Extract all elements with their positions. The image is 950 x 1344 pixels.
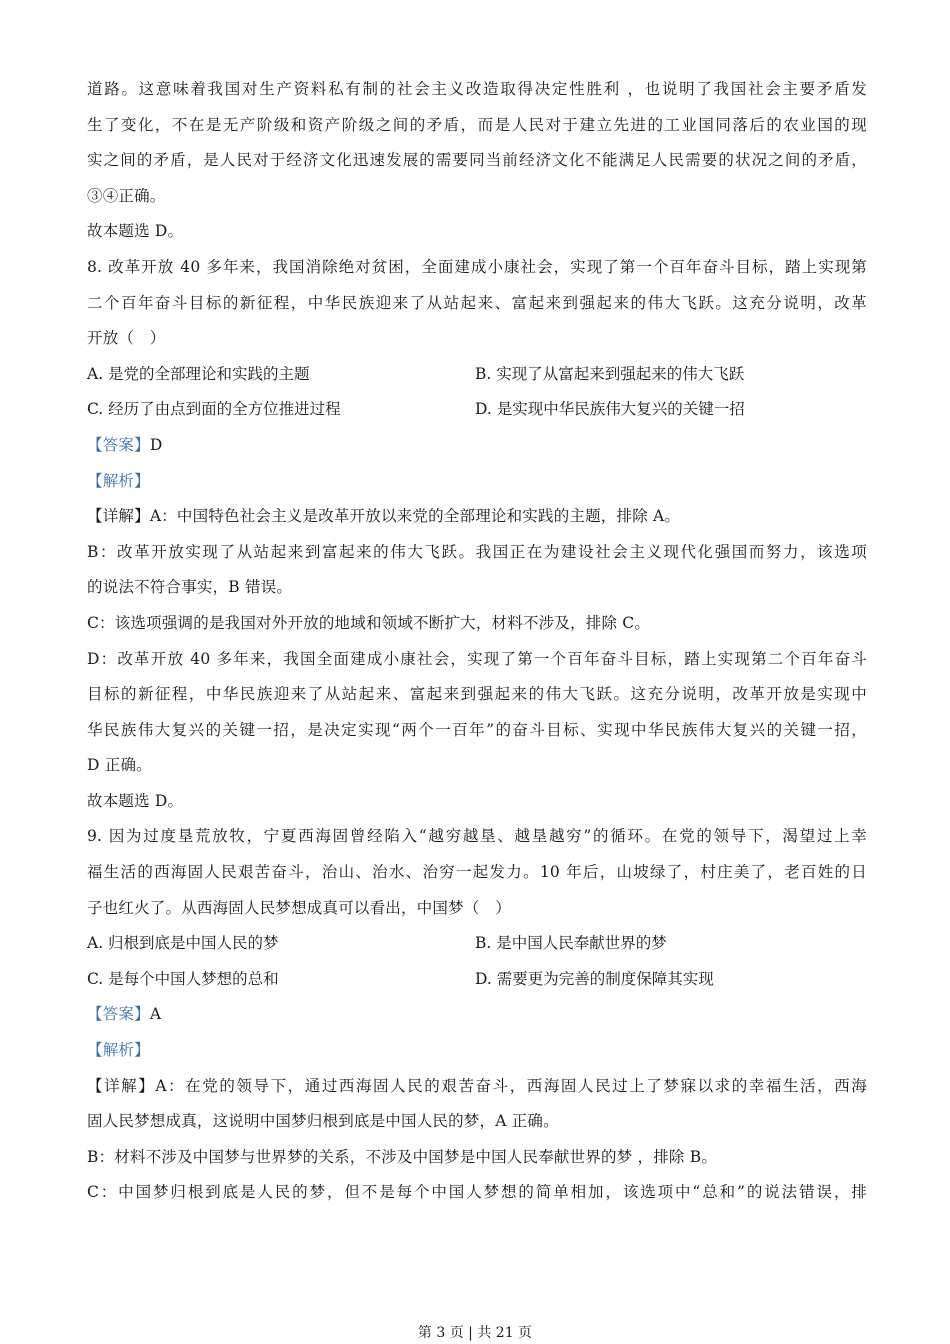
option-d: D. 是实现中华民族伟大复兴的关键一招: [475, 400, 745, 419]
analysis-label: 【解析】: [87, 1041, 150, 1060]
question-stem-line: 9. 因为过度垦荒放牧，宁夏西海固曾经陷入“越穷越垦、越垦越穷”的循环。在党的领导下，渴望过上幸: [87, 827, 867, 846]
option-a: A. 是党的全部理论和实践的主题: [87, 364, 310, 383]
detail-text-line: D：改革开放 40 多年来，我国全面建成小康社会，实现了第一个百年奋斗目标，踏上实现第二个百年奋斗: [87, 649, 867, 668]
analysis-line: [87, 464, 867, 500]
answer-value: A: [149, 1005, 162, 1024]
detail-text: A：在党的领导下，通过西海固人民的艰苦奋斗，西海固人民过上了梦寐以求的幸福生活，西海: [155, 1076, 867, 1095]
detail-text-line: C：中国梦归根到底是人民的梦，但不是每个中国人梦想的简单相加，该选项中“总和”的说法错误，排: [87, 1183, 867, 1202]
text-line: 实之间的矛盾，是人民对于经济文化迅速发展的需要同当前经济文化不能满足人民需要的状况之间的矛盾，: [87, 151, 867, 170]
detail-text-line: B：改革开放实现了从站起来到富起来的伟大飞跃。我国正在为建设社会主义现代化强国而努力，该选项: [87, 542, 867, 561]
question-9: [87, 819, 867, 1211]
detail-text-line: 的说法不符合事实，B 错误。: [87, 578, 293, 597]
detail-text-line: D 正确。: [87, 756, 152, 775]
conclusion: 故本题选 D。: [87, 222, 184, 241]
option-b: B. 实现了从富起来到强起来的伟大飞跃: [475, 364, 745, 383]
detail-text-line: 华民族伟大复兴的关键一招，是决定实现“两个一百年”的奋斗目标、实现中华民族伟大复兴的关键一招，: [87, 720, 867, 739]
detail-line: [87, 499, 867, 535]
text-line: 道路。这意味着我国对生产资料私有制的社会主义改造取得决定性胜利 ，也说明了我国社会主要矛盾发: [87, 80, 867, 98]
question-stem-line: 福生活的西海固人民艰苦奋斗，治山、治水、治穷一起发力。10 年后，山坡绿了，村庄美了，老百姓的日: [87, 863, 867, 882]
answer-label: 【答案】: [87, 435, 150, 454]
text-line: 生了变化，不在是无产阶级和资产阶级之间的矛盾，而是人民对于建立先进的工业国同落后的农业国的现: [87, 115, 867, 134]
option-d: D. 需要更为完善的制度保障其实现: [475, 969, 714, 988]
options-row: [87, 926, 867, 962]
option-c: C. 经历了由点到面的全方位推进过程: [87, 400, 341, 419]
answer-label: 【答案】: [87, 1005, 150, 1024]
page-footer: 第 3 页 | 共 21 页: [417, 1325, 533, 1341]
question-stem-line: 8. 改革开放 40 多年来，我国消除绝对贫困，全面建成小康社会，实现了第一个百年奋斗目标，踏上实现第: [87, 257, 867, 276]
detail-label: 【详解】: [87, 507, 150, 526]
option-c: C. 是每个中国人梦想的总和: [87, 969, 279, 988]
question-stem-line: 开放（ ）: [87, 329, 166, 348]
analysis-label: 【解析】: [87, 471, 150, 490]
options-row: [87, 392, 867, 428]
detail-text: A：中国特色社会主义是改革开放以来党的全部理论和实践的主题，排除 A。: [149, 507, 681, 526]
detail-text-line: B：材料不涉及中国梦与世界梦的关系，不涉及中国梦是中国人民奉献世界的梦 ，排除 B。: [87, 1147, 718, 1166]
options-row: [87, 962, 867, 998]
question-8: [87, 250, 867, 820]
detail-text-line: 目标的新征程，中华民族迎来了从站起来、富起来到强起来的伟大飞跃。这充分说明，改革开放是实现中: [87, 685, 867, 704]
answer-line: [87, 428, 867, 464]
detail-text-line: C：该选项强调的是我国对外开放的地域和领域不断扩大，材料不涉及，排除 C。: [87, 613, 651, 632]
option-b: B. 是中国人民奉献世界的梦: [475, 934, 667, 953]
question-stem-line: 子也红火了。从西海固人民梦想成真可以看出，中国梦（ ）: [87, 898, 511, 917]
option-a: A. 归根到底是中国人民的梦: [87, 934, 279, 953]
text-line: ③④正确。: [87, 186, 166, 205]
options-row: [87, 357, 867, 393]
prev-question-explanation: [87, 72, 867, 250]
document-page: [87, 72, 867, 1211]
question-stem-line: 二个百年奋斗目标的新征程，中华民族迎来了从站起来、富起来到强起来的伟大飞跃。这充分说明，改革: [87, 293, 867, 312]
answer-line: [87, 997, 867, 1033]
answer-value: D: [149, 435, 163, 454]
conclusion: 故本题选 D。: [87, 791, 184, 810]
detail-label: 【详解】: [87, 1076, 156, 1095]
analysis-line: [87, 1033, 867, 1069]
detail-text-line: 固人民梦想成真，这说明中国梦归根到底是中国人民的梦，A 正确。: [87, 1112, 559, 1131]
detail-line: [87, 1069, 867, 1105]
